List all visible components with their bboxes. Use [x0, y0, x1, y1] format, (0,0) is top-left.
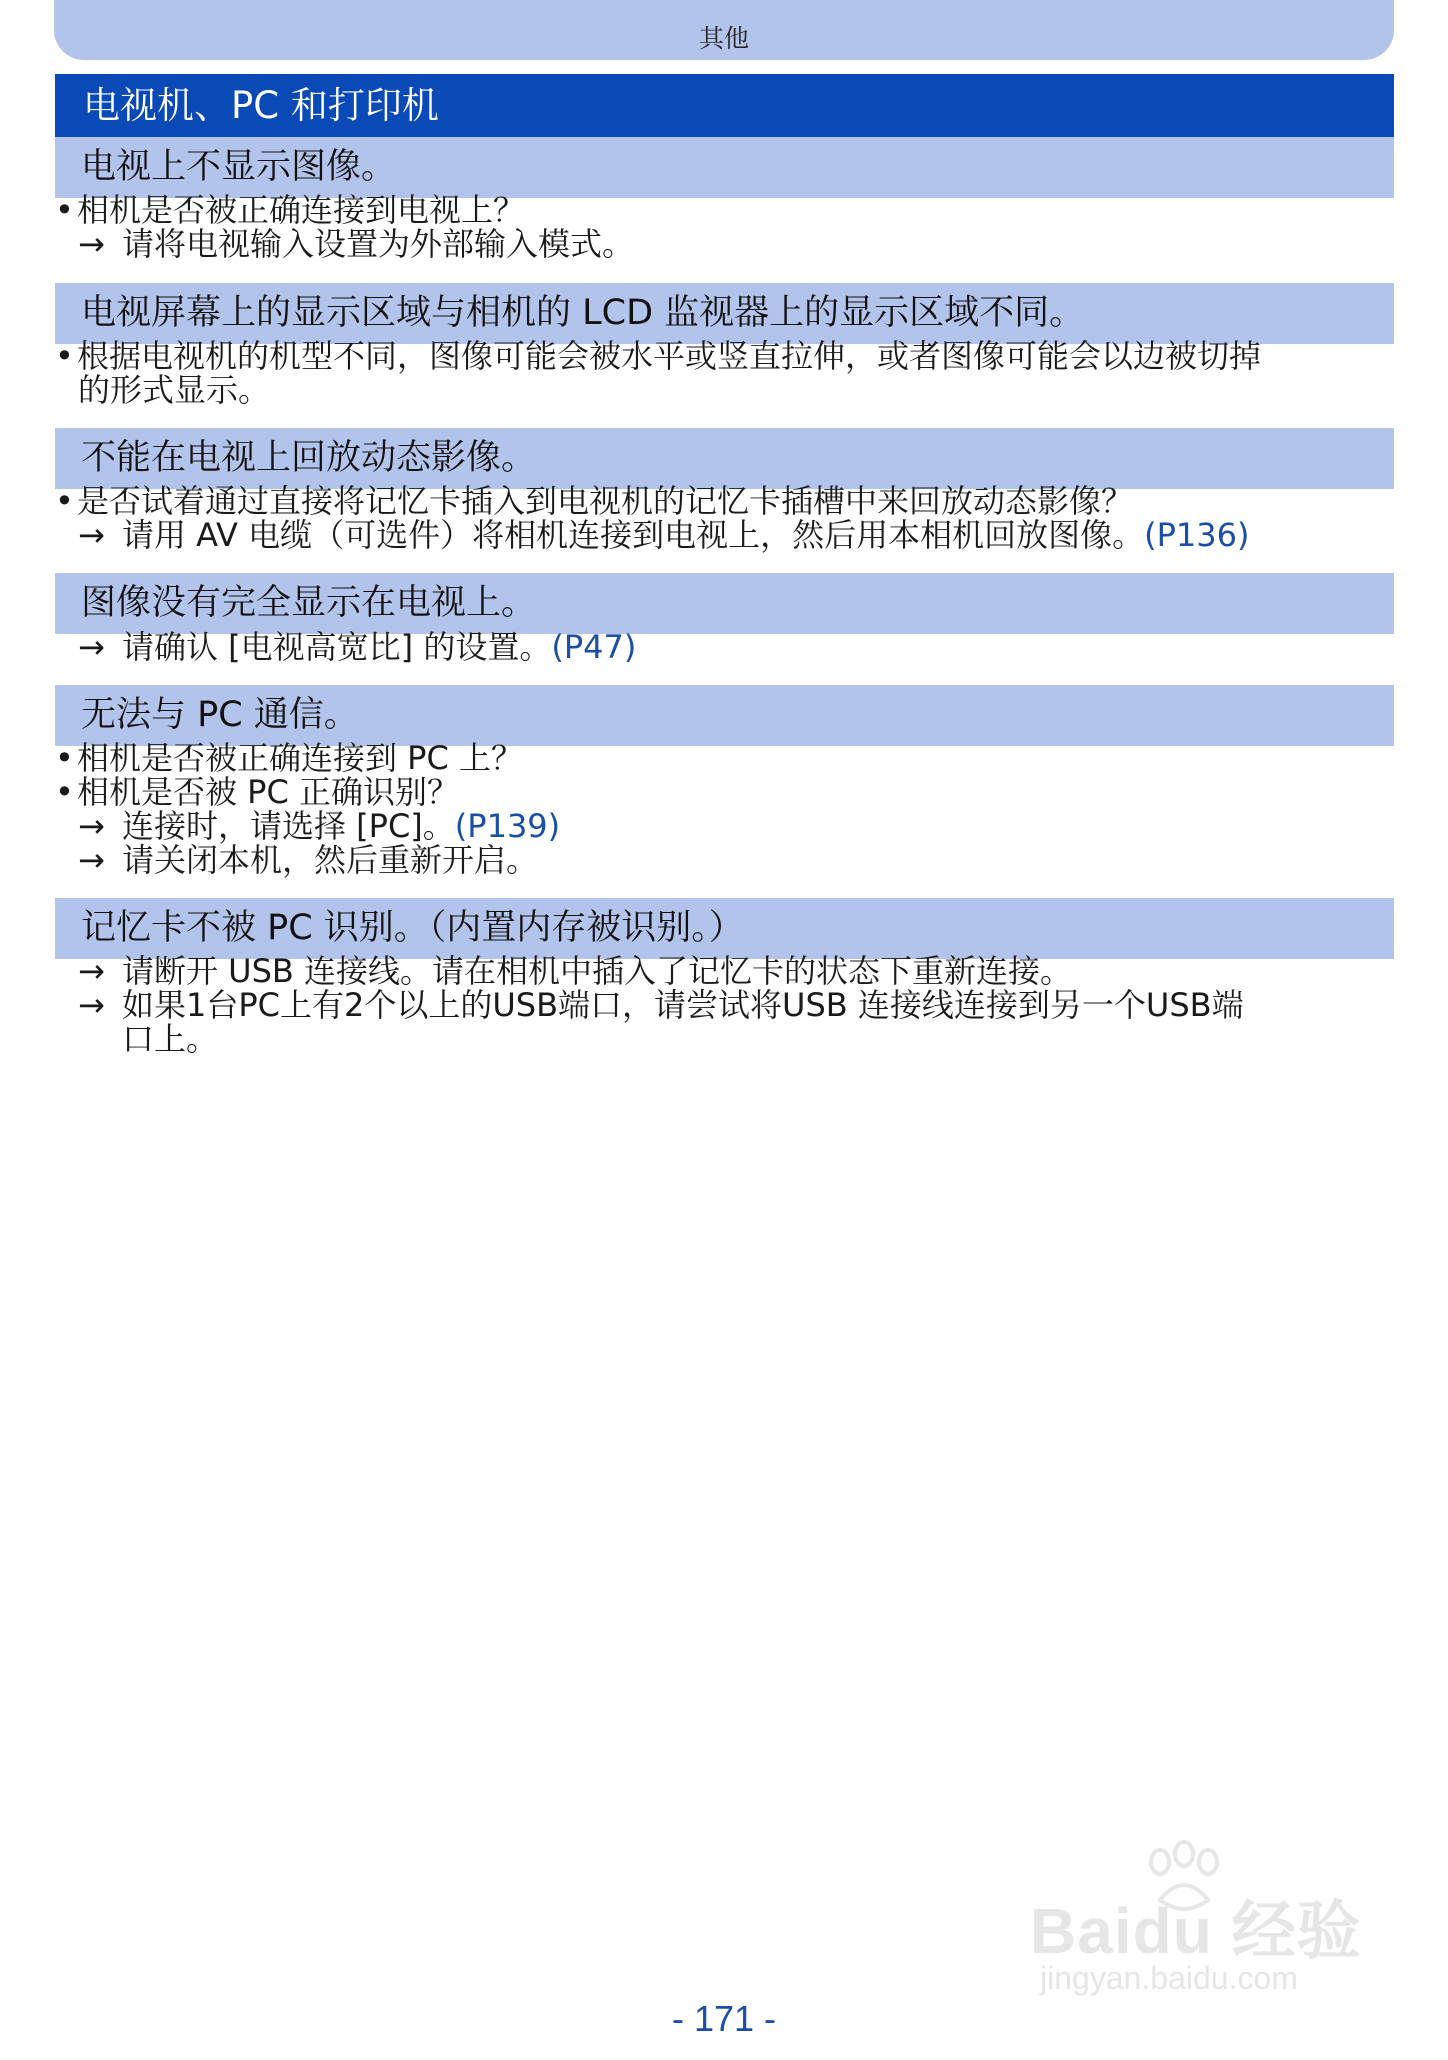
- topic-heading: 记忆卡不被 PC 识别。（内置内存被识别。）: [55, 898, 1394, 959]
- page-reference-link[interactable]: (P136): [1144, 516, 1250, 554]
- bullet-icon: •: [55, 191, 74, 229]
- arrow-icon: →: [78, 952, 105, 990]
- watermark-logo: Baidu 经验: [1030, 1895, 1362, 1967]
- topic-heading: 不能在电视上回放动态影像。: [55, 428, 1394, 489]
- bullet-line: •是否试着通过直接将记忆卡插入到电视机的记忆卡插槽中来回放动态影像？: [55, 479, 1400, 523]
- arrow-icon: →: [78, 841, 105, 879]
- arrow-line: → 请关闭本机，然后重新开启。: [78, 838, 1423, 882]
- arrow-icon: →: [78, 516, 105, 554]
- continuation-line: 的形式显示。: [78, 371, 271, 409]
- topic-heading: 图像没有完全显示在电视上。: [55, 573, 1394, 634]
- page-reference-link[interactable]: (P47): [551, 628, 637, 666]
- topic-heading: 无法与 PC 通信。: [55, 685, 1394, 746]
- topic-heading: 电视上不显示图像。: [55, 137, 1394, 198]
- arrow-icon: →: [78, 986, 105, 1024]
- arrow-line: → 请确认 [电视高宽比] 的设置。(P47): [78, 625, 1423, 669]
- watermark-url: jingyan.baidu.com: [1040, 1960, 1298, 1996]
- arrow-line: → 连接时，请选择 [PC]。(P139): [78, 804, 1423, 848]
- page-reference-link[interactable]: (P139): [454, 807, 561, 845]
- arrow-line: → 请将电视输入设置为外部输入模式。: [78, 222, 1423, 266]
- arrow-line: → 请断开 USB 连接线。请在相机中插入了记忆卡的状态下重新连接。: [78, 949, 1423, 993]
- bullet-line: •根据电视机的机型不同，图像可能会被水平或竖直拉伸，或者图像可能会以边被切掉: [55, 334, 1400, 378]
- arrow-icon: →: [78, 807, 105, 845]
- section-title: 电视机、PC 和打印机: [55, 74, 1394, 138]
- topic-heading: 电视屏幕上的显示区域与相机的 LCD 监视器上的显示区域不同。: [55, 283, 1394, 344]
- header-tab: 其他: [54, 0, 1394, 60]
- arrow-line: → 请用 AV 电缆（可选件）将相机连接到电视上，然后用本相机回放图像。(P136): [78, 513, 1423, 557]
- bullet-line: •相机是否被 PC 正确识别？: [55, 770, 1400, 814]
- continuation-line: 口上。: [122, 1020, 219, 1058]
- bullet-icon: •: [55, 337, 74, 375]
- bullet-icon: •: [55, 482, 74, 520]
- arrow-icon: →: [78, 628, 105, 666]
- bullet-icon: •: [55, 739, 74, 777]
- arrow-icon: →: [78, 225, 105, 263]
- bullet-line: •相机是否被正确连接到 PC 上？: [55, 736, 1400, 780]
- bullet-icon: •: [55, 773, 74, 811]
- page-number: - 171 -: [671, 1998, 777, 2039]
- arrow-line: → 如果1台PC上有2个以上的USB端口，请尝试将USB 连接线连接到另一个USB端: [78, 983, 1423, 1027]
- bullet-line: •相机是否被正确连接到电视上？: [55, 188, 1400, 232]
